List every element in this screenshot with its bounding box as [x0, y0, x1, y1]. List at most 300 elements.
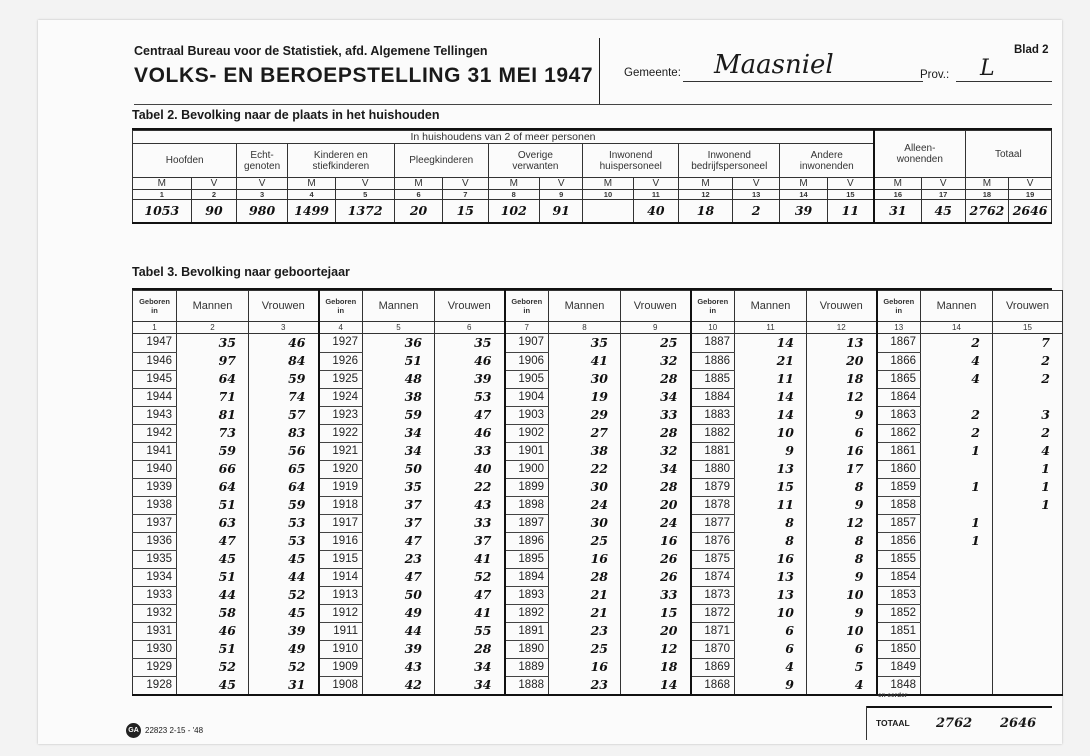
mannen-cell: [921, 442, 993, 460]
birth-year: 1932: [133, 604, 177, 622]
birth-year: 1929: [133, 658, 177, 676]
tabel2-value-cell: [539, 200, 582, 223]
mannen-cell: [735, 352, 807, 370]
vrouwen-count: 43: [474, 497, 492, 512]
mannen-count: 51: [404, 353, 422, 368]
vrouwen-count: 44: [288, 569, 306, 584]
mannen-count: 4: [971, 371, 980, 386]
mannen-count: 97: [218, 353, 236, 368]
vrouwen-cell: [435, 352, 505, 370]
mannen-count: 35: [218, 335, 236, 350]
mannen-cell: [363, 424, 435, 442]
mannen-count: 11: [776, 497, 794, 512]
mannen-count: 24: [590, 497, 608, 512]
tabel2-col-sex: V: [827, 178, 874, 190]
birth-year: 1911: [319, 622, 363, 640]
vrouwen-cell: [993, 424, 1063, 442]
vrouwen-cell: [807, 550, 877, 568]
mannen-count: 59: [218, 443, 236, 458]
birth-year: 1925: [319, 370, 363, 388]
tabel2-value: 40: [647, 203, 665, 219]
vrouwen-cell: [993, 370, 1063, 388]
vrouwen-cell: [621, 532, 691, 550]
tabel3-col-number: 1: [133, 322, 177, 334]
tabel3-row: [133, 532, 1063, 550]
mannen-count: 47: [218, 533, 236, 548]
vrouwen-cell: [621, 370, 691, 388]
vrouwen-cell: [435, 568, 505, 586]
mannen-count: 21: [590, 605, 608, 620]
tabel2-value: 31: [889, 203, 907, 219]
tabel2-group-label: Inwonend bedrijfspersoneel: [679, 144, 780, 178]
birth-year: 1879: [691, 478, 735, 496]
tabel2-col-number: 5: [336, 190, 395, 200]
birth-year: 1851: [877, 622, 921, 640]
birth-year: 1853: [877, 586, 921, 604]
tabel2-value-cell: [874, 200, 921, 223]
birth-year: 1852: [877, 604, 921, 622]
vrouwen-cell: [807, 442, 877, 460]
blad-number: Blad 2: [1014, 44, 1049, 56]
vrouwen-cell: [807, 460, 877, 478]
birth-year: 1936: [133, 532, 177, 550]
vrouwen-count: 5: [854, 659, 864, 674]
vrouwen-cell: [621, 496, 691, 514]
birth-year: 1919: [319, 478, 363, 496]
tabel2-col-number: 13: [732, 190, 780, 200]
tabel2-value: 15: [456, 203, 474, 219]
vrouwen-cell: [807, 604, 877, 622]
mannen-count: 43: [404, 659, 422, 674]
vrouwen-cell: [993, 640, 1063, 658]
vrouwen-cell: [993, 658, 1063, 676]
mannen-cell: [177, 586, 249, 604]
mannen-cell: [177, 460, 249, 478]
birth-year: 1887: [691, 334, 735, 353]
birth-year: 1866: [877, 352, 921, 370]
mannen-count: 23: [590, 677, 608, 692]
tabel2-value: 1053: [144, 203, 180, 219]
vrouwen-count: 2: [1041, 425, 1050, 440]
vrouwen-count: 28: [660, 425, 678, 440]
form-code: 22823 2-15 - '48: [145, 726, 204, 735]
totaal-mannen: 2762: [936, 716, 973, 731]
mannen-header: Mannen: [735, 291, 807, 322]
mannen-cell: [549, 460, 621, 478]
tabel2-col-sex: M: [394, 178, 442, 190]
birth-year: 1917: [319, 514, 363, 532]
header-divider: [599, 38, 600, 104]
mannen-count: 23: [404, 551, 422, 566]
vrouwen-cell: [807, 370, 877, 388]
mannen-cell: [363, 478, 435, 496]
vrouwen-count: 12: [660, 641, 678, 656]
mannen-cell: [921, 568, 993, 586]
mannen-cell: [549, 442, 621, 460]
tabel2-value-cell: [443, 200, 488, 223]
birth-year: 1875: [691, 550, 735, 568]
tabel3-row: [133, 658, 1063, 676]
mannen-cell: [363, 496, 435, 514]
mannen-cell: [177, 568, 249, 586]
vrouwen-cell: [435, 442, 505, 460]
mannen-cell: [549, 352, 621, 370]
mannen-cell: [549, 370, 621, 388]
mannen-cell: [363, 532, 435, 550]
vrouwen-header: Vrouwen: [249, 291, 319, 322]
vrouwen-count: 28: [474, 641, 492, 656]
vrouwen-count: 9: [854, 569, 864, 584]
birth-year: 1934: [133, 568, 177, 586]
vrouwen-cell: [993, 622, 1063, 640]
tabel2-value-cell: [780, 200, 827, 223]
tabel3-col-number: 11: [735, 322, 807, 334]
vrouwen-cell: [807, 640, 877, 658]
tabel2-value-cell: [287, 200, 336, 223]
birth-year: 1881: [691, 442, 735, 460]
birth-year: 1867: [877, 334, 921, 353]
vrouwen-count: 6: [854, 641, 864, 656]
tabel2-col-sex: M: [287, 178, 336, 190]
tabel2-value-cell: [827, 200, 874, 223]
vrouwen-cell: [993, 586, 1063, 604]
mannen-cell: [177, 604, 249, 622]
tabel3-row: [133, 388, 1063, 406]
mannen-cell: [177, 406, 249, 424]
vrouwen-cell: [621, 550, 691, 568]
vrouwen-cell: [807, 478, 877, 496]
birth-year: 1884: [691, 388, 735, 406]
tabel3-col-number: 6: [435, 322, 505, 334]
vrouwen-cell: [249, 532, 319, 550]
vrouwen-count: 47: [474, 587, 492, 602]
vrouwen-cell: [993, 388, 1063, 406]
mannen-cell: [735, 424, 807, 442]
birth-year: 1889: [505, 658, 549, 676]
vrouwen-count: 41: [474, 605, 492, 620]
vrouwen-count: 4: [854, 677, 864, 692]
vrouwen-count: 28: [660, 479, 678, 494]
birth-year: 1878: [691, 496, 735, 514]
mannen-cell: [549, 622, 621, 640]
vrouwen-count: 39: [288, 623, 306, 638]
birth-year: 1908: [319, 676, 363, 695]
tabel2-col-number: 9: [539, 190, 582, 200]
vrouwen-cell: [621, 676, 691, 695]
birth-year: 1905: [505, 370, 549, 388]
mannen-cell: [363, 676, 435, 695]
mannen-count: 13: [776, 587, 794, 602]
tabel2-value: 11: [841, 203, 860, 219]
tabel2-col-number: 19: [1009, 190, 1052, 200]
tabel3-col-number: 13: [877, 322, 921, 334]
mannen-cell: [921, 532, 993, 550]
mannen-cell: [735, 460, 807, 478]
birth-year: 1897: [505, 514, 549, 532]
mannen-cell: [735, 622, 807, 640]
birth-year: 1895: [505, 550, 549, 568]
vrouwen-cell: [249, 496, 319, 514]
mannen-count: 11: [776, 371, 794, 386]
vrouwen-cell: [435, 388, 505, 406]
vrouwen-cell: [435, 370, 505, 388]
birth-year: 1909: [319, 658, 363, 676]
mannen-count: 50: [404, 461, 422, 476]
mannen-cell: [735, 568, 807, 586]
mannen-cell: [363, 568, 435, 586]
mannen-cell: [363, 514, 435, 532]
birth-year: 1915: [319, 550, 363, 568]
birth-year: 1885: [691, 370, 735, 388]
vrouwen-count: 22: [474, 479, 492, 494]
vrouwen-count: 33: [474, 443, 492, 458]
mannen-cell: [735, 658, 807, 676]
birth-year: 1923: [319, 406, 363, 424]
tabel3-row: [133, 370, 1063, 388]
tabel2-value: 980: [249, 203, 276, 219]
vrouwen-cell: [249, 460, 319, 478]
birth-year: 1910: [319, 640, 363, 658]
mannen-cell: [363, 406, 435, 424]
vrouwen-count: 17: [846, 461, 864, 476]
birth-year: 1904: [505, 388, 549, 406]
vrouwen-cell: [993, 532, 1063, 550]
mannen-count: 10: [776, 425, 794, 440]
birth-year: 1877: [691, 514, 735, 532]
vrouwen-cell: [435, 532, 505, 550]
mannen-count: 44: [218, 587, 236, 602]
vrouwen-cell: [249, 352, 319, 370]
mannen-count: 34: [404, 425, 422, 440]
birth-year: 1896: [505, 532, 549, 550]
mannen-header: Mannen: [177, 291, 249, 322]
vrouwen-count: 9: [854, 407, 864, 422]
vrouwen-cell: [621, 460, 691, 478]
mannen-count: 8: [785, 515, 794, 530]
vrouwen-count: 26: [660, 569, 678, 584]
mannen-count: 14: [776, 335, 794, 350]
birth-year: 1931: [133, 622, 177, 640]
tabel3-col-number: 12: [807, 322, 877, 334]
vrouwen-cell: [249, 334, 319, 353]
birth-year: 1876: [691, 532, 735, 550]
vrouwen-cell: [249, 406, 319, 424]
mannen-cell: [363, 658, 435, 676]
mannen-cell: [363, 640, 435, 658]
vrouwen-count: 8: [854, 533, 864, 548]
vrouwen-cell: [807, 568, 877, 586]
mannen-cell: [549, 676, 621, 695]
tabel3-row: [133, 334, 1063, 353]
birth-year: 1874: [691, 568, 735, 586]
vrouwen-cell: [249, 478, 319, 496]
vrouwen-cell: [621, 352, 691, 370]
mannen-count: 30: [590, 479, 608, 494]
birth-year: 1898: [505, 496, 549, 514]
mannen-cell: [363, 370, 435, 388]
geboren-header: Geboren in: [691, 291, 735, 322]
vrouwen-count: 8: [854, 551, 864, 566]
mannen-cell: [735, 496, 807, 514]
birth-year: 1899: [505, 478, 549, 496]
mannen-count: 1: [971, 533, 980, 548]
birth-year: 1862: [877, 424, 921, 442]
tabel2-value: 2646: [1012, 203, 1048, 219]
mannen-count: 64: [218, 479, 236, 494]
vrouwen-cell: [993, 334, 1063, 353]
vrouwen-count: 9: [854, 497, 864, 512]
mannen-cell: [363, 586, 435, 604]
vrouwen-count: 40: [474, 461, 492, 476]
mannen-count: 64: [218, 371, 236, 386]
birth-year: 1903: [505, 406, 549, 424]
mannen-count: 52: [218, 659, 236, 674]
vrouwen-cell: [807, 334, 877, 353]
tabel3-col-number: 4: [319, 322, 363, 334]
birth-year: 1873: [691, 586, 735, 604]
vrouwen-cell: [249, 604, 319, 622]
vrouwen-cell: [249, 676, 319, 695]
mannen-count: 47: [404, 569, 422, 584]
birth-year: 1941: [133, 442, 177, 460]
mannen-count: 49: [404, 605, 422, 620]
tabel2-group-header: In huishoudens van 2 of meer personen: [133, 131, 875, 144]
birth-year: 1893: [505, 586, 549, 604]
mannen-count: 9: [785, 677, 794, 692]
tabel2-group-label: Kinderen en stiefkinderen: [287, 144, 394, 178]
mannen-count: 34: [404, 443, 422, 458]
tabel2-group-label: Totaal: [965, 131, 1051, 178]
tabel2-col-sex: M: [780, 178, 827, 190]
vrouwen-count: 34: [660, 389, 678, 404]
vrouwen-count: 15: [660, 605, 678, 620]
vrouwen-cell: [621, 658, 691, 676]
birth-year: 1906: [505, 352, 549, 370]
vrouwen-cell: [807, 406, 877, 424]
birth-year: 1886: [691, 352, 735, 370]
birth-year: 1859: [877, 478, 921, 496]
mannen-cell: [921, 496, 993, 514]
vrouwen-count: 9: [854, 605, 864, 620]
birth-year: 1857: [877, 514, 921, 532]
vrouwen-count: 20: [846, 353, 864, 368]
mannen-count: 10: [776, 605, 794, 620]
tabel2-value: 45: [934, 203, 952, 219]
birth-year: 1850: [877, 640, 921, 658]
mannen-count: 50: [404, 587, 422, 602]
birth-year: 1937: [133, 514, 177, 532]
mannen-count: 25: [590, 641, 608, 656]
mannen-cell: [921, 514, 993, 532]
mannen-count: 16: [590, 551, 608, 566]
mannen-cell: [177, 640, 249, 658]
vrouwen-count: 33: [660, 407, 678, 422]
tabel3-row: [133, 424, 1063, 442]
vrouwen-count: 45: [288, 551, 306, 566]
vrouwen-cell: [435, 586, 505, 604]
tabel2-value-cell: [336, 200, 395, 223]
tabel2-group-label: Hoofden: [133, 144, 237, 178]
vrouwen-cell: [621, 586, 691, 604]
tabel2-col-sex: M: [679, 178, 733, 190]
geboren-header: Geboren in: [505, 291, 549, 322]
vrouwen-count: 16: [846, 443, 864, 458]
vrouwen-cell: [621, 424, 691, 442]
mannen-cell: [921, 388, 993, 406]
geboren-header: Geboren in: [133, 291, 177, 322]
mannen-cell: [549, 514, 621, 532]
mannen-cell: [735, 550, 807, 568]
mannen-count: 63: [218, 515, 236, 530]
mannen-count: 16: [590, 659, 608, 674]
mannen-count: 16: [776, 551, 794, 566]
tabel3-title: Tabel 3. Bevolking naar geboortejaar: [132, 265, 350, 279]
vrouwen-cell: [807, 424, 877, 442]
tabel2-col-number: 18: [965, 190, 1009, 200]
mannen-cell: [363, 388, 435, 406]
birth-year: 1913: [319, 586, 363, 604]
tabel2-col-sex: V: [1009, 178, 1052, 190]
vrouwen-count: 46: [474, 353, 492, 368]
mannen-count: 13: [776, 569, 794, 584]
mannen-cell: [177, 352, 249, 370]
mannen-count: 51: [218, 497, 236, 512]
vrouwen-cell: [621, 388, 691, 406]
mannen-cell: [549, 604, 621, 622]
mannen-cell: [921, 550, 993, 568]
birth-year: 1902: [505, 424, 549, 442]
mannen-cell: [549, 568, 621, 586]
birth-year: 1922: [319, 424, 363, 442]
mannen-cell: [735, 388, 807, 406]
bureau-line: Centraal Bureau voor de Statistiek, afd. Algemene Tellingen: [134, 44, 488, 58]
vrouwen-count: 33: [474, 515, 492, 530]
mannen-count: 71: [218, 389, 236, 404]
mannen-count: 4: [971, 353, 980, 368]
tabel3-row: [133, 460, 1063, 478]
birth-year: 1900: [505, 460, 549, 478]
vrouwen-count: 18: [660, 659, 678, 674]
mannen-header: Mannen: [363, 291, 435, 322]
mannen-cell: [921, 406, 993, 424]
birth-year: 1861: [877, 442, 921, 460]
mannen-cell: [177, 388, 249, 406]
tabel2-col-number: 15: [827, 190, 874, 200]
vrouwen-count: 1: [1041, 479, 1050, 494]
vrouwen-count: 46: [288, 335, 306, 350]
mannen-count: 47: [404, 533, 422, 548]
vrouwen-cell: [249, 370, 319, 388]
mannen-cell: [921, 334, 993, 353]
mannen-count: 2: [971, 425, 980, 440]
vrouwen-count: 33: [660, 587, 678, 602]
vrouwen-cell: [807, 658, 877, 676]
birth-year: 1938: [133, 496, 177, 514]
tabel3-row: [133, 640, 1063, 658]
vrouwen-count: 26: [660, 551, 678, 566]
tabel2-col-number: 10: [583, 190, 633, 200]
vrouwen-count: 47: [474, 407, 492, 422]
vrouwen-cell: [435, 622, 505, 640]
birth-year: 1924: [319, 388, 363, 406]
tabel2: [132, 130, 1052, 224]
tabel3-col-number: 15: [993, 322, 1063, 334]
tabel2-col-sex: V: [539, 178, 582, 190]
vrouwen-count: 52: [288, 659, 306, 674]
mannen-count: 27: [590, 425, 608, 440]
vrouwen-count: 25: [660, 335, 678, 350]
tabel2-col-number: 14: [780, 190, 827, 200]
